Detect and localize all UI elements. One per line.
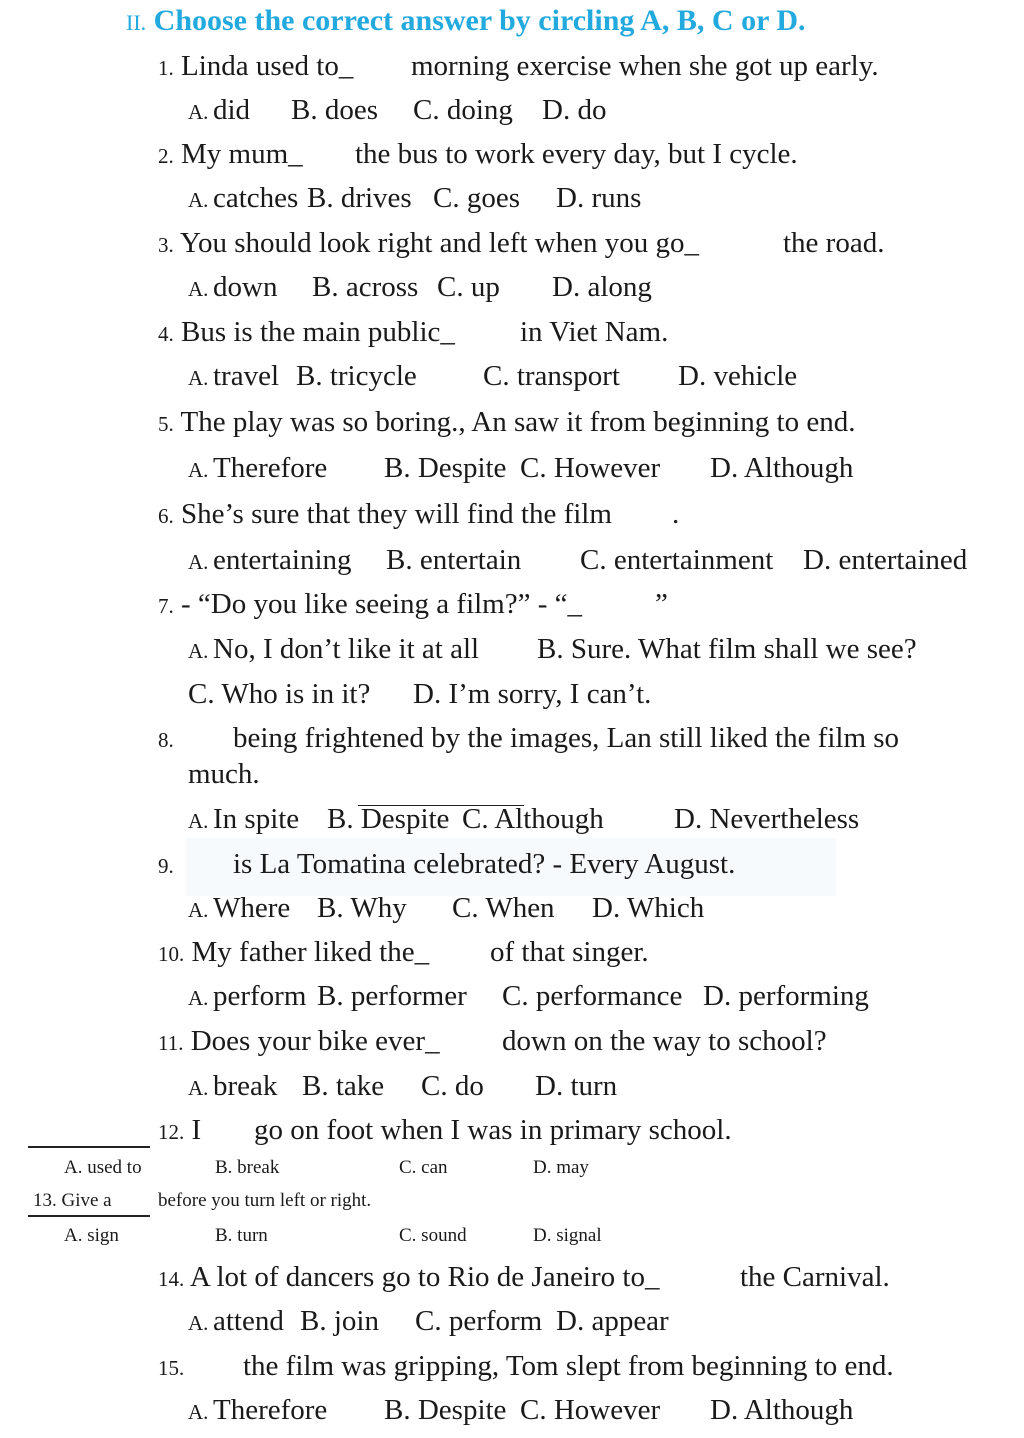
question-1-rest: morning exercise when she got up early. [411,50,879,82]
option-a-label[interactable]: A. [188,1400,209,1424]
option-a[interactable]: attend [213,1305,284,1337]
option-a[interactable]: catches [213,182,299,214]
question-text: the film was gripping, Tom slept from beginning to end. [243,1350,894,1382]
question-13-rest: before you turn left or right. [158,1190,372,1211]
question-7 [158,588,582,621]
option-d[interactable]: D. vehicle [678,360,798,392]
question-12 [158,1114,201,1147]
section-heading: Choose the correct answer by circling A, B, C or D. [153,4,806,37]
option-d[interactable]: D. signal [533,1225,602,1246]
option-a[interactable]: Therefore [213,452,328,484]
option-c[interactable]: C. doing [413,94,513,126]
question-number: 6. [158,504,174,528]
option-a-label[interactable]: A. [188,366,209,390]
option-d[interactable]: D. do [542,94,607,126]
question-number: 4. [158,322,174,346]
question-text: The play was so boring., An saw it from beginning to end. [180,406,856,438]
question-text: - “Do you like seeing a film?” - “_ [181,588,583,620]
section-number: II. [126,10,147,35]
question-text: Bus is the main public_ [181,316,455,348]
question-text: being frightened by the images, Lan still liked the film so [233,722,900,754]
question-text: My father liked the_ [191,936,430,968]
question-text: Linda used to_ [181,50,354,82]
option-a[interactable]: Therefore [213,1394,328,1426]
question-14 [158,1261,659,1294]
question-3 [158,227,699,260]
option-a[interactable]: travel [213,360,280,392]
question-text: My mum_ [181,138,303,170]
option-a-label[interactable]: A. [188,100,209,124]
question-number: 15. [158,1356,185,1380]
question-10-rest: of that singer. [490,936,649,968]
option-c[interactable]: C. transport [483,360,620,392]
option-d[interactable]: D. entertained [803,544,968,576]
question-text: A lot of dancers go to Rio de Janeiro to_ [189,1261,660,1293]
question-number: 10. [158,942,185,966]
question-4 [158,316,455,349]
option-b[interactable]: B. join [300,1305,379,1337]
option-b[interactable]: B. entertain [386,544,522,576]
option-c[interactable]: C. Who is in it? [188,678,371,710]
question-text: She’s sure that they will find the film [181,498,612,530]
answer-blank-line [28,1146,150,1148]
option-d[interactable]: D. Although [710,452,854,484]
option-a[interactable]: entertaining [213,544,352,576]
option-b[interactable]: B. Sure. What film shall we see? [537,633,917,665]
option-d[interactable]: D. along [552,271,652,303]
option-d[interactable]: D. Nevertheless [674,803,860,835]
question-8 [158,722,174,755]
question-5 [158,406,855,439]
question-7-rest: ” [655,588,668,620]
option-c[interactable]: C. Although [462,803,604,835]
question-2-rest: the bus to work every day, but I cycle. [355,138,798,170]
option-b[interactable]: B. turn [215,1225,268,1246]
options-13 [0,1225,1024,1251]
option-d[interactable]: D. performing [703,980,869,1012]
option-c[interactable]: C. can [399,1157,448,1178]
option-c[interactable]: C. sound [399,1225,467,1246]
question-12-rest: go on foot when I was in primary school. [254,1114,732,1146]
question-10 [158,936,429,969]
option-a-label[interactable]: A. [188,188,209,212]
question-number: 14. [158,1267,185,1291]
option-a[interactable]: did [213,94,251,126]
question-1 [158,50,353,83]
answer-blank-line [28,1215,150,1217]
option-a-label[interactable]: A. [188,809,209,833]
option-c[interactable]: C. When [452,892,555,924]
option-c[interactable]: C. However [520,1394,661,1426]
question-2 [158,138,303,171]
question-text: Does your bike ever_ [190,1025,440,1057]
question-number: 2. [158,144,174,168]
question-text: You should look right and left when you go_ [179,227,699,259]
question-3-rest: the road. [783,227,885,259]
option-a-label[interactable]: A. [188,1076,209,1100]
question-4-rest: in Viet Nam. [520,316,669,348]
option-a[interactable]: break [213,1070,278,1102]
option-d[interactable]: D. runs [556,182,642,214]
section-title [126,4,806,38]
option-b[interactable]: B. take [302,1070,385,1102]
option-a[interactable]: down [213,271,278,303]
question-number: 13. [33,1190,57,1211]
question-8-rest: much. [188,758,260,790]
option-b[interactable]: B. Despite [384,1394,507,1426]
question-13 [33,1190,112,1212]
option-a-label[interactable]: A. [188,986,209,1010]
option-b[interactable]: B. performer [317,980,467,1012]
question-number: 7. [158,594,174,618]
question-15 [158,1350,184,1383]
question-text: I [191,1114,202,1146]
question-6 [158,498,612,531]
option-c[interactable]: C. do [421,1070,484,1102]
question-9 [158,848,174,881]
question-number: 11. [158,1031,184,1055]
option-c[interactable]: C. performance [502,980,683,1012]
option-c[interactable]: C. perform [415,1305,543,1337]
option-c[interactable]: C. However [520,452,661,484]
option-a-label[interactable]: A. [188,550,209,574]
option-d[interactable]: D. Although [710,1394,854,1426]
option-b[interactable]: B. drives [307,182,412,214]
question-14-rest: the Carnival. [740,1261,890,1293]
option-a-label[interactable]: A. [188,1311,209,1335]
option-a-label[interactable]: A. [188,898,209,922]
question-11-rest: down on the way to school? [502,1025,827,1057]
option-d[interactable]: D. I’m sorry, I can’t. [413,678,652,710]
option-b[interactable]: B. does [291,94,378,126]
option-b[interactable]: B. across [312,271,419,303]
option-a[interactable]: Where [213,892,291,924]
question-text: is La Tomatina celebrated? - Every August. [233,848,736,880]
question-number: 12. [158,1120,185,1144]
option-b[interactable]: B. Despite [384,452,507,484]
option-b[interactable]: B. Why [317,892,407,924]
question-number: 9. [158,854,174,878]
question-number: 1. [158,56,174,80]
option-a[interactable]: A. sign [64,1225,119,1246]
question-number: 3. [158,233,174,257]
option-d[interactable]: D. turn [535,1070,618,1102]
option-a-label[interactable]: A. [188,277,209,301]
option-a[interactable]: perform [213,980,307,1012]
option-b[interactable]: B. break [215,1157,280,1178]
option-d[interactable]: D. Which [592,892,705,924]
question-11 [158,1025,440,1058]
option-c[interactable]: C. entertainment [580,544,774,576]
option-c[interactable]: C. goes [433,182,520,214]
options-12 [0,1157,1024,1183]
question-6-rest: . [672,498,680,530]
option-d[interactable]: D. appear [556,1305,669,1337]
option-a[interactable]: A. used to [64,1157,142,1178]
question-text: Give a [61,1190,112,1211]
option-d[interactable]: D. may [533,1157,589,1178]
question-number: 8. [158,728,174,752]
option-a-label[interactable]: A. [188,458,209,482]
option-a-label[interactable]: A. [188,639,209,663]
option-a[interactable]: In spite [213,803,300,835]
option-b[interactable]: B. Despite [327,803,450,835]
option-b[interactable]: B. tricycle [296,360,417,392]
option-c[interactable]: C. up [437,271,500,303]
question-number: 5. [158,412,174,436]
option-a[interactable]: No, I don’t like it at all [213,633,480,665]
